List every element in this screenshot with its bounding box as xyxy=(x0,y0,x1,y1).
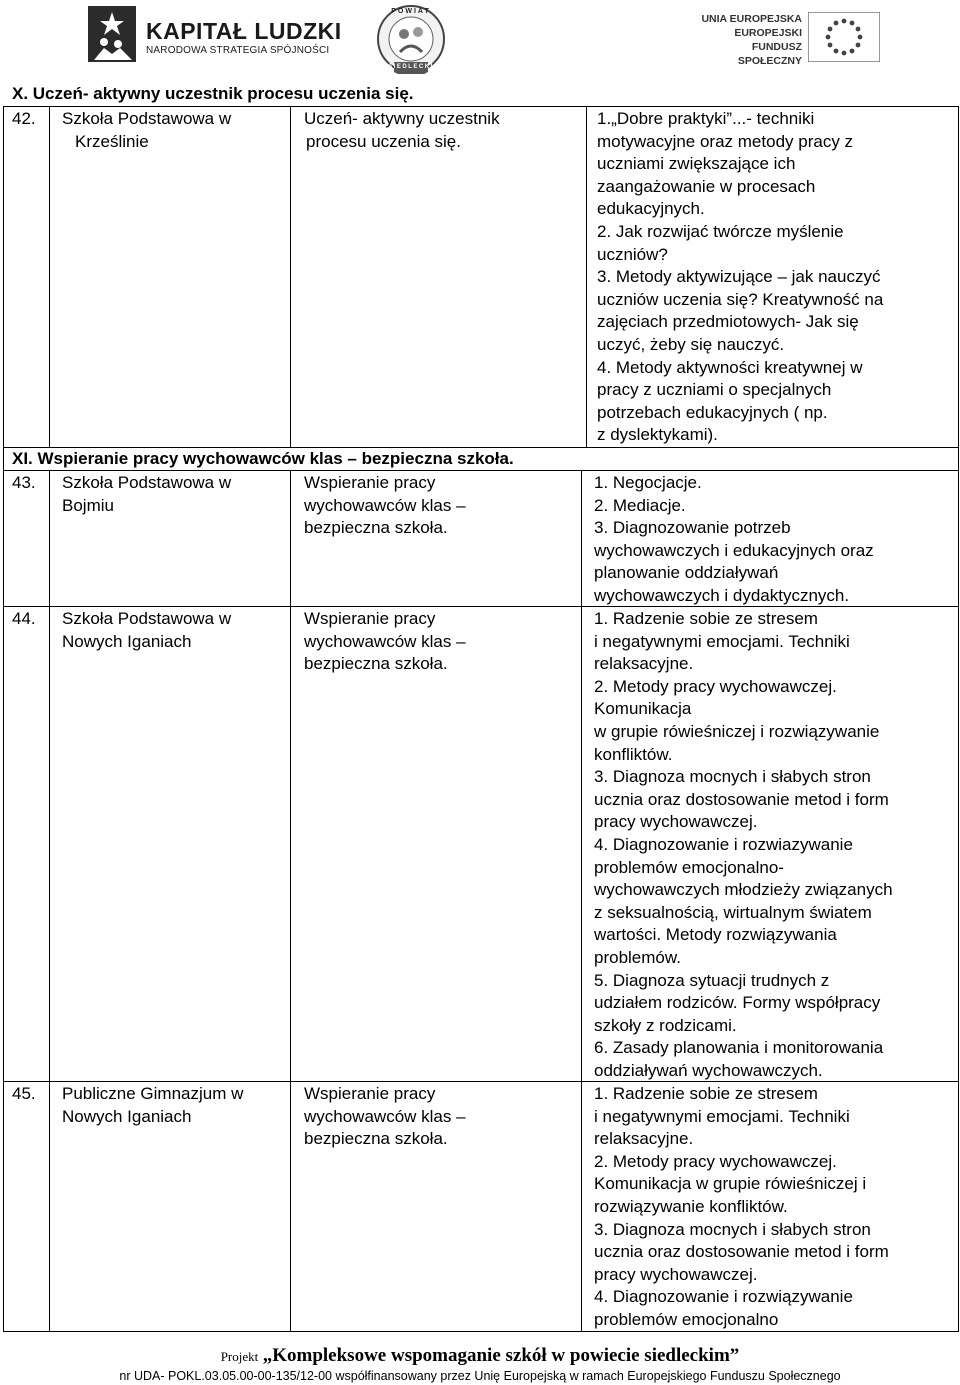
powiat-top-text: POWIAT xyxy=(391,8,431,15)
kapital-ludzki-title: KAPITAŁ LUDZKI xyxy=(146,18,342,44)
content-line: wartości. Metody rozwiązywania xyxy=(594,925,837,945)
row-number: 42. xyxy=(12,109,36,128)
grid-line xyxy=(290,106,291,448)
content-line: udziałem rodziców. Formy współpracy xyxy=(594,993,881,1013)
content-line: rozwiązywanie konfliktów. xyxy=(594,1197,788,1216)
content-line: uczniami zwiększające ich xyxy=(597,154,796,174)
section-heading: XI. Wspieranie pracy wychowawców klas – bezpieczna szkoła. xyxy=(12,449,514,468)
content-line: z seksualnością, wirtualnym światem xyxy=(594,902,872,922)
content-line: Komunikacja w grupie rówieśniczej i xyxy=(594,1174,867,1194)
topic-line: procesu uczenia się. xyxy=(306,131,461,151)
topic-line: wychowawców klas – xyxy=(304,495,466,515)
grid-line xyxy=(3,106,958,107)
content-line: problemów emocjonalno- xyxy=(594,857,784,877)
row-number: 44. xyxy=(12,609,36,628)
content-line: oddziaływań wychowawczych. xyxy=(594,1061,823,1080)
content-line: problemów. xyxy=(594,948,681,967)
eu-line-3: FUNDUSZ SPOŁECZNY xyxy=(737,41,802,67)
logo-bar xyxy=(0,0,960,80)
content-line: 1. Radzenie sobie ze stresem xyxy=(594,609,818,628)
grid-line xyxy=(958,106,959,448)
content-line: ucznia oraz dostosowanie metod i form xyxy=(594,789,889,809)
grid-line xyxy=(586,106,587,448)
content-line: pracy wychowawczej. xyxy=(594,1264,758,1284)
content-line: uczniów uczenia się? Kreatywność na xyxy=(597,289,884,309)
content-line: zaangażowanie w procesach xyxy=(597,176,816,196)
eu-line-2: EUROPEJSKI xyxy=(734,27,802,39)
footer-project-lead: Projekt xyxy=(220,1349,259,1364)
content-line: Komunikacja xyxy=(594,699,692,719)
footer-funding-note: nr UDA- POKL.03.05.00-00-135/12-00 współfinansowany przez Unię Europejską w ramach Europejskiego Funduszu Społecznego xyxy=(119,1369,841,1383)
content-line: 6. Zasady planowania i monitorowania xyxy=(594,1038,884,1058)
topic-line: Uczeń- aktywny uczestnik xyxy=(304,109,500,128)
content-line: 4. Metody aktywności kreatywnej w xyxy=(597,357,863,377)
content-line: 4. Diagnozowanie i rozwiązywanie xyxy=(594,1287,853,1307)
content-line: 2. Mediacje. xyxy=(594,495,686,515)
content-line: 3. Diagnoza mocnych i słabych stron xyxy=(594,1219,871,1239)
grid-line xyxy=(3,470,4,1332)
content-line: z dyslektykami). xyxy=(597,425,718,445)
topic-line: bezpieczna szkoła. xyxy=(304,518,448,538)
content-line: konfliktów. xyxy=(594,744,673,764)
grid-line xyxy=(3,1331,958,1332)
kapital-ludzki-logo xyxy=(86,4,342,68)
row-number: 45. xyxy=(12,1084,36,1103)
topic-line: bezpieczna szkoła. xyxy=(304,1129,448,1149)
content-line: zajęciach przedmiotowych- Jak się xyxy=(597,312,859,332)
content-line: uczyć, żeby się nauczyć. xyxy=(597,335,785,354)
powiat-bottom-text: SIEDLECKI xyxy=(388,64,434,70)
grid-line xyxy=(958,447,959,471)
grid-line xyxy=(581,470,582,1332)
content-line: potrzebach edukacyjnych ( np. xyxy=(597,402,828,422)
content-line: i negatywnymi emocjami. Techniki xyxy=(594,631,850,651)
content-line: planowanie oddziaływań xyxy=(594,563,779,583)
school-name-line: Bojmiu xyxy=(62,495,114,515)
content-line: wychowawczych i dydaktycznych. xyxy=(594,586,850,605)
content-line: pracy wychowawczej. xyxy=(594,812,758,832)
topic-line: wychowawców klas – xyxy=(304,631,466,651)
content-line: 2. Metody pracy wychowawczej. xyxy=(594,1151,837,1171)
content-line: 4. Diagnozowanie i rozwiazywanie xyxy=(594,835,853,854)
content-line: 5. Diagnoza sytuacji trudnych z xyxy=(594,970,830,990)
grid-line xyxy=(3,106,4,448)
footer-project-name: „Kompleksowe wspomaganie szkół w powiecie siedleckim” xyxy=(262,1345,740,1366)
topic-line: bezpieczna szkoła. xyxy=(304,654,448,674)
topic-line: Wspieranie pracy xyxy=(304,1084,436,1103)
school-name-line: Szkoła Podstawowa w xyxy=(62,109,232,128)
content-line: 2. Jak rozwijać twórcze myślenie xyxy=(597,222,844,241)
school-name-line: Krześlinie xyxy=(75,131,149,151)
eu-line-1: UNIA EUROPEJSKA xyxy=(701,13,802,25)
eu-logo xyxy=(690,12,880,67)
footer-project xyxy=(0,1345,960,1367)
content-line: 1. Radzenie sobie ze stresem xyxy=(594,1084,818,1103)
content-line: uczniów? xyxy=(597,244,668,264)
content-line: 1.„Dobre praktyki”...- techniki xyxy=(597,109,815,128)
topic-line: Wspieranie pracy xyxy=(304,609,436,628)
content-line: motywacyjne oraz metody pracy z xyxy=(597,131,854,151)
content-line: relaksacyjne. xyxy=(594,1129,694,1149)
content-line: edukacyjnych. xyxy=(597,199,705,219)
grid-line xyxy=(3,447,4,471)
grid-line xyxy=(49,106,50,448)
topic-line: Wspieranie pracy xyxy=(304,473,436,492)
content-line: relaksacyjne. xyxy=(594,654,694,674)
content-line: i negatywnymi emocjami. Techniki xyxy=(594,1106,850,1126)
kapital-ludzki-subtitle: NARODOWA STRATEGIA SPÓJNOŚCI xyxy=(146,45,330,56)
content-line: ucznia oraz dostosowanie metod i form xyxy=(594,1242,889,1262)
content-line: pracy z uczniami o specjalnych xyxy=(597,380,832,400)
school-name-line: Szkoła Podstawowa w xyxy=(62,609,232,628)
grid-line xyxy=(958,470,959,1332)
content-line: 3. Diagnoza mocnych i słabych stron xyxy=(594,767,871,787)
eu-flag-icon xyxy=(808,12,880,62)
school-name-line: Publiczne Gimnazjum w xyxy=(62,1084,244,1103)
content-line: 3. Metody aktywizujące – jak nauczyć xyxy=(597,267,881,287)
school-name-line: Nowych Iganiach xyxy=(62,1106,192,1126)
content-line: 2. Metody pracy wychowawczej. xyxy=(594,676,837,696)
grid-line xyxy=(49,470,50,1332)
grid-line xyxy=(290,470,291,1332)
content-line: 1. Negocjacje. xyxy=(594,473,702,492)
row-number: 43. xyxy=(12,473,36,492)
content-line: wychowawczych młodzieży związanych xyxy=(594,880,893,900)
topic-line: wychowawców klas – xyxy=(304,1106,466,1126)
powiat-siedlecki-logo xyxy=(374,4,448,74)
content-line: problemów emocjonalno xyxy=(594,1310,779,1329)
school-name-line: Szkoła Podstawowa w xyxy=(62,473,232,492)
content-line: szkoły z rodzicami. xyxy=(594,1015,737,1035)
content-line: 3. Diagnozowanie potrzeb xyxy=(594,518,791,538)
content-line: w grupie rówieśniczej i rozwiązywanie xyxy=(594,722,880,741)
kapital-ludzki-emblem-icon xyxy=(86,4,140,66)
content-line: wychowawczych i edukacyjnych oraz xyxy=(594,540,874,560)
school-name-line: Nowych Iganiach xyxy=(62,631,192,651)
section-heading: X. Uczeń- aktywny uczestnik procesu uczenia się. xyxy=(12,84,414,103)
